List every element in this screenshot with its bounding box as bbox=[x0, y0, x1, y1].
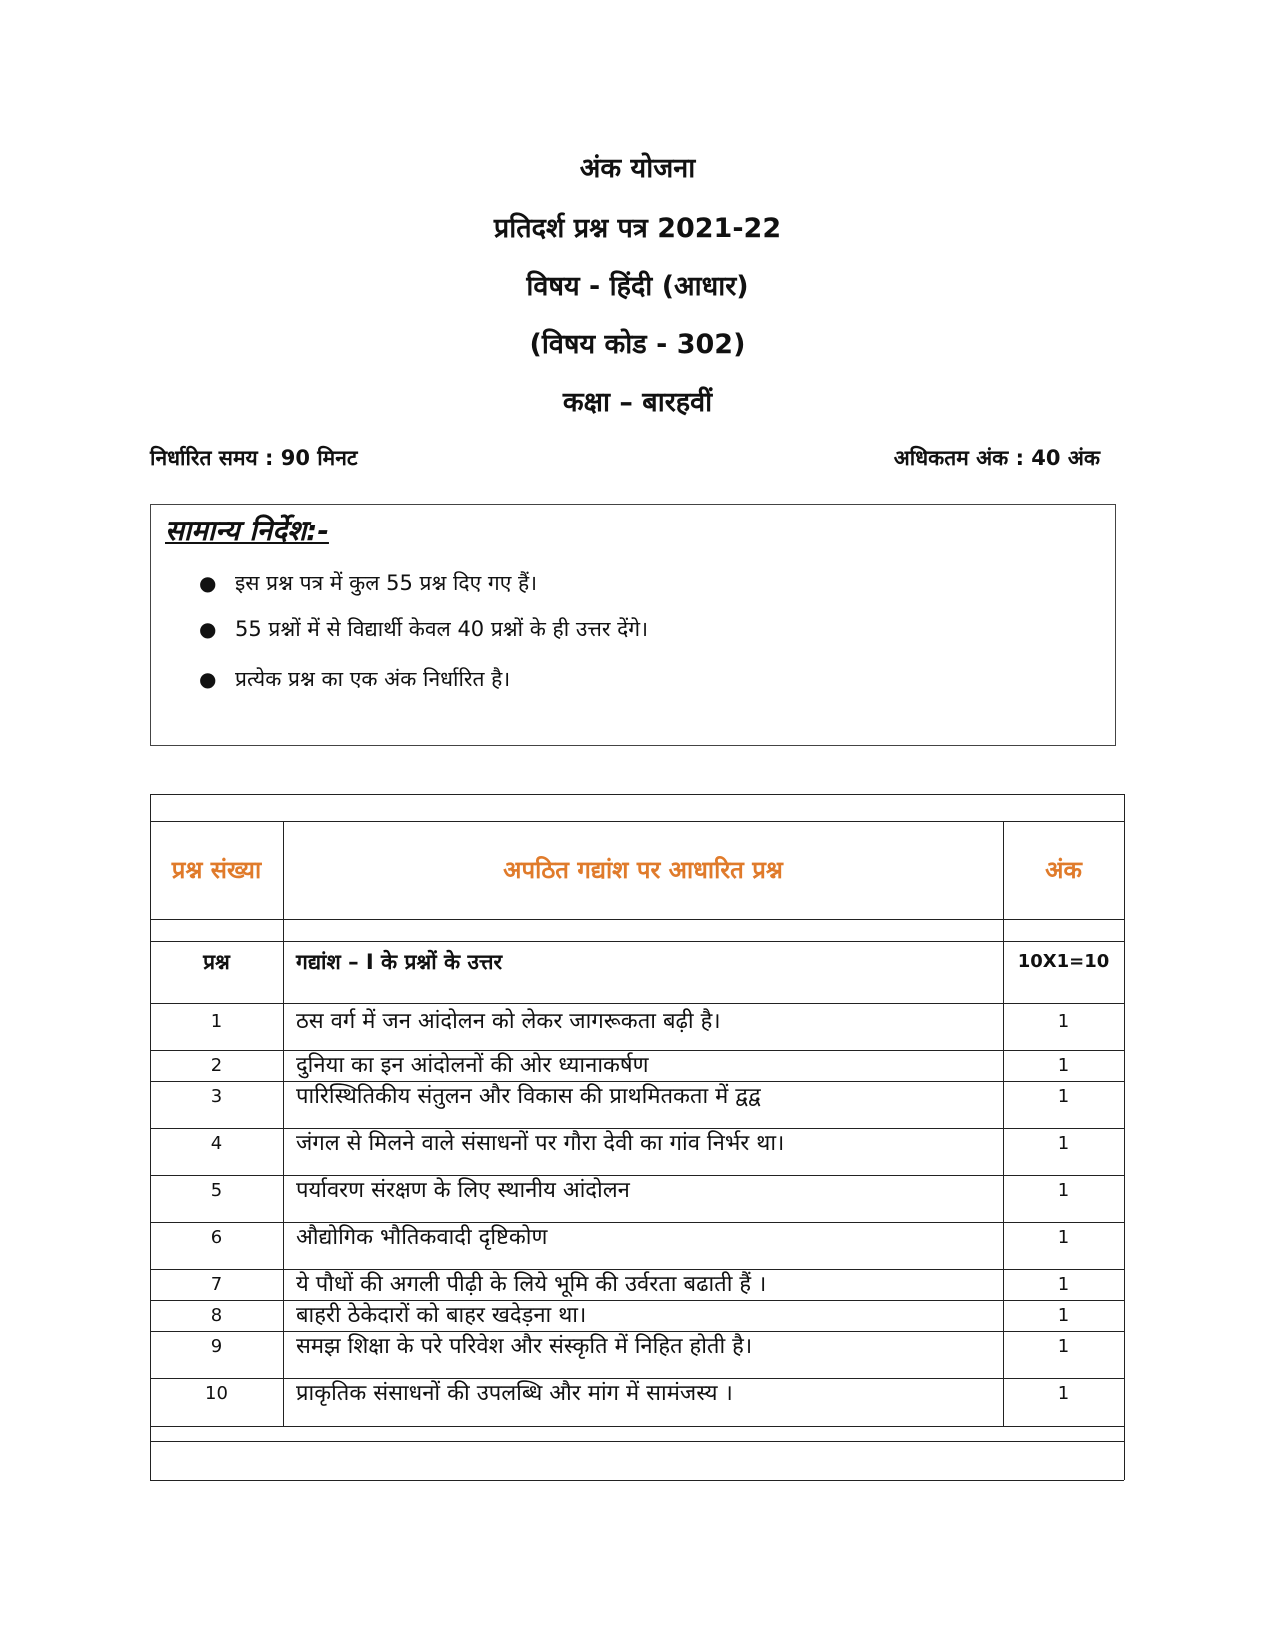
time-allowed: निर्धारित समय : 90 मिनट bbox=[150, 446, 358, 470]
subject-code: (विषय कोड - 302) bbox=[529, 329, 746, 360]
column-header-question: अपठित गद्यांश पर आधारित प्रश्न bbox=[503, 856, 783, 884]
subject-title: विषय - हिंदी (आधार) bbox=[526, 271, 749, 302]
bullet-icon: ● bbox=[199, 617, 217, 641]
document-title: अंक योजना bbox=[579, 153, 696, 184]
class-title: कक्षा – बारहवीं bbox=[562, 387, 713, 418]
general-instructions-box: सामान्य निर्देश:- ● इस प्रश्न पत्र में कुल 55 प्रश्न दिए गए हैं। ● 55 प्रश्नों में से विद्यार्थी केवल 40 प्रश्नों के ही उत्तर देंगे। ● प्रत्येक प्रश्न का एक अंक निर्धारित है। bbox=[150, 504, 1116, 746]
section-marks: 10X1=10 bbox=[1017, 951, 1110, 972]
column-header-question-number: प्रश्न संख्या bbox=[171, 856, 262, 884]
instructions-heading: सामान्य निर्देश:- bbox=[165, 514, 329, 547]
bullet-icon: ● bbox=[199, 571, 217, 595]
bullet-icon: ● bbox=[199, 667, 217, 691]
section-title: गद्यांश – I के प्रश्नों के उत्तर bbox=[296, 950, 503, 974]
column-header-marks: अंक bbox=[1045, 856, 1082, 884]
section-label: प्रश्न bbox=[203, 950, 230, 974]
paper-title: प्रतिदर्श प्रश्न पत्र 2021-22 bbox=[493, 213, 782, 244]
maximum-marks: अधिकतम अंक : 40 अंक bbox=[893, 446, 1100, 470]
